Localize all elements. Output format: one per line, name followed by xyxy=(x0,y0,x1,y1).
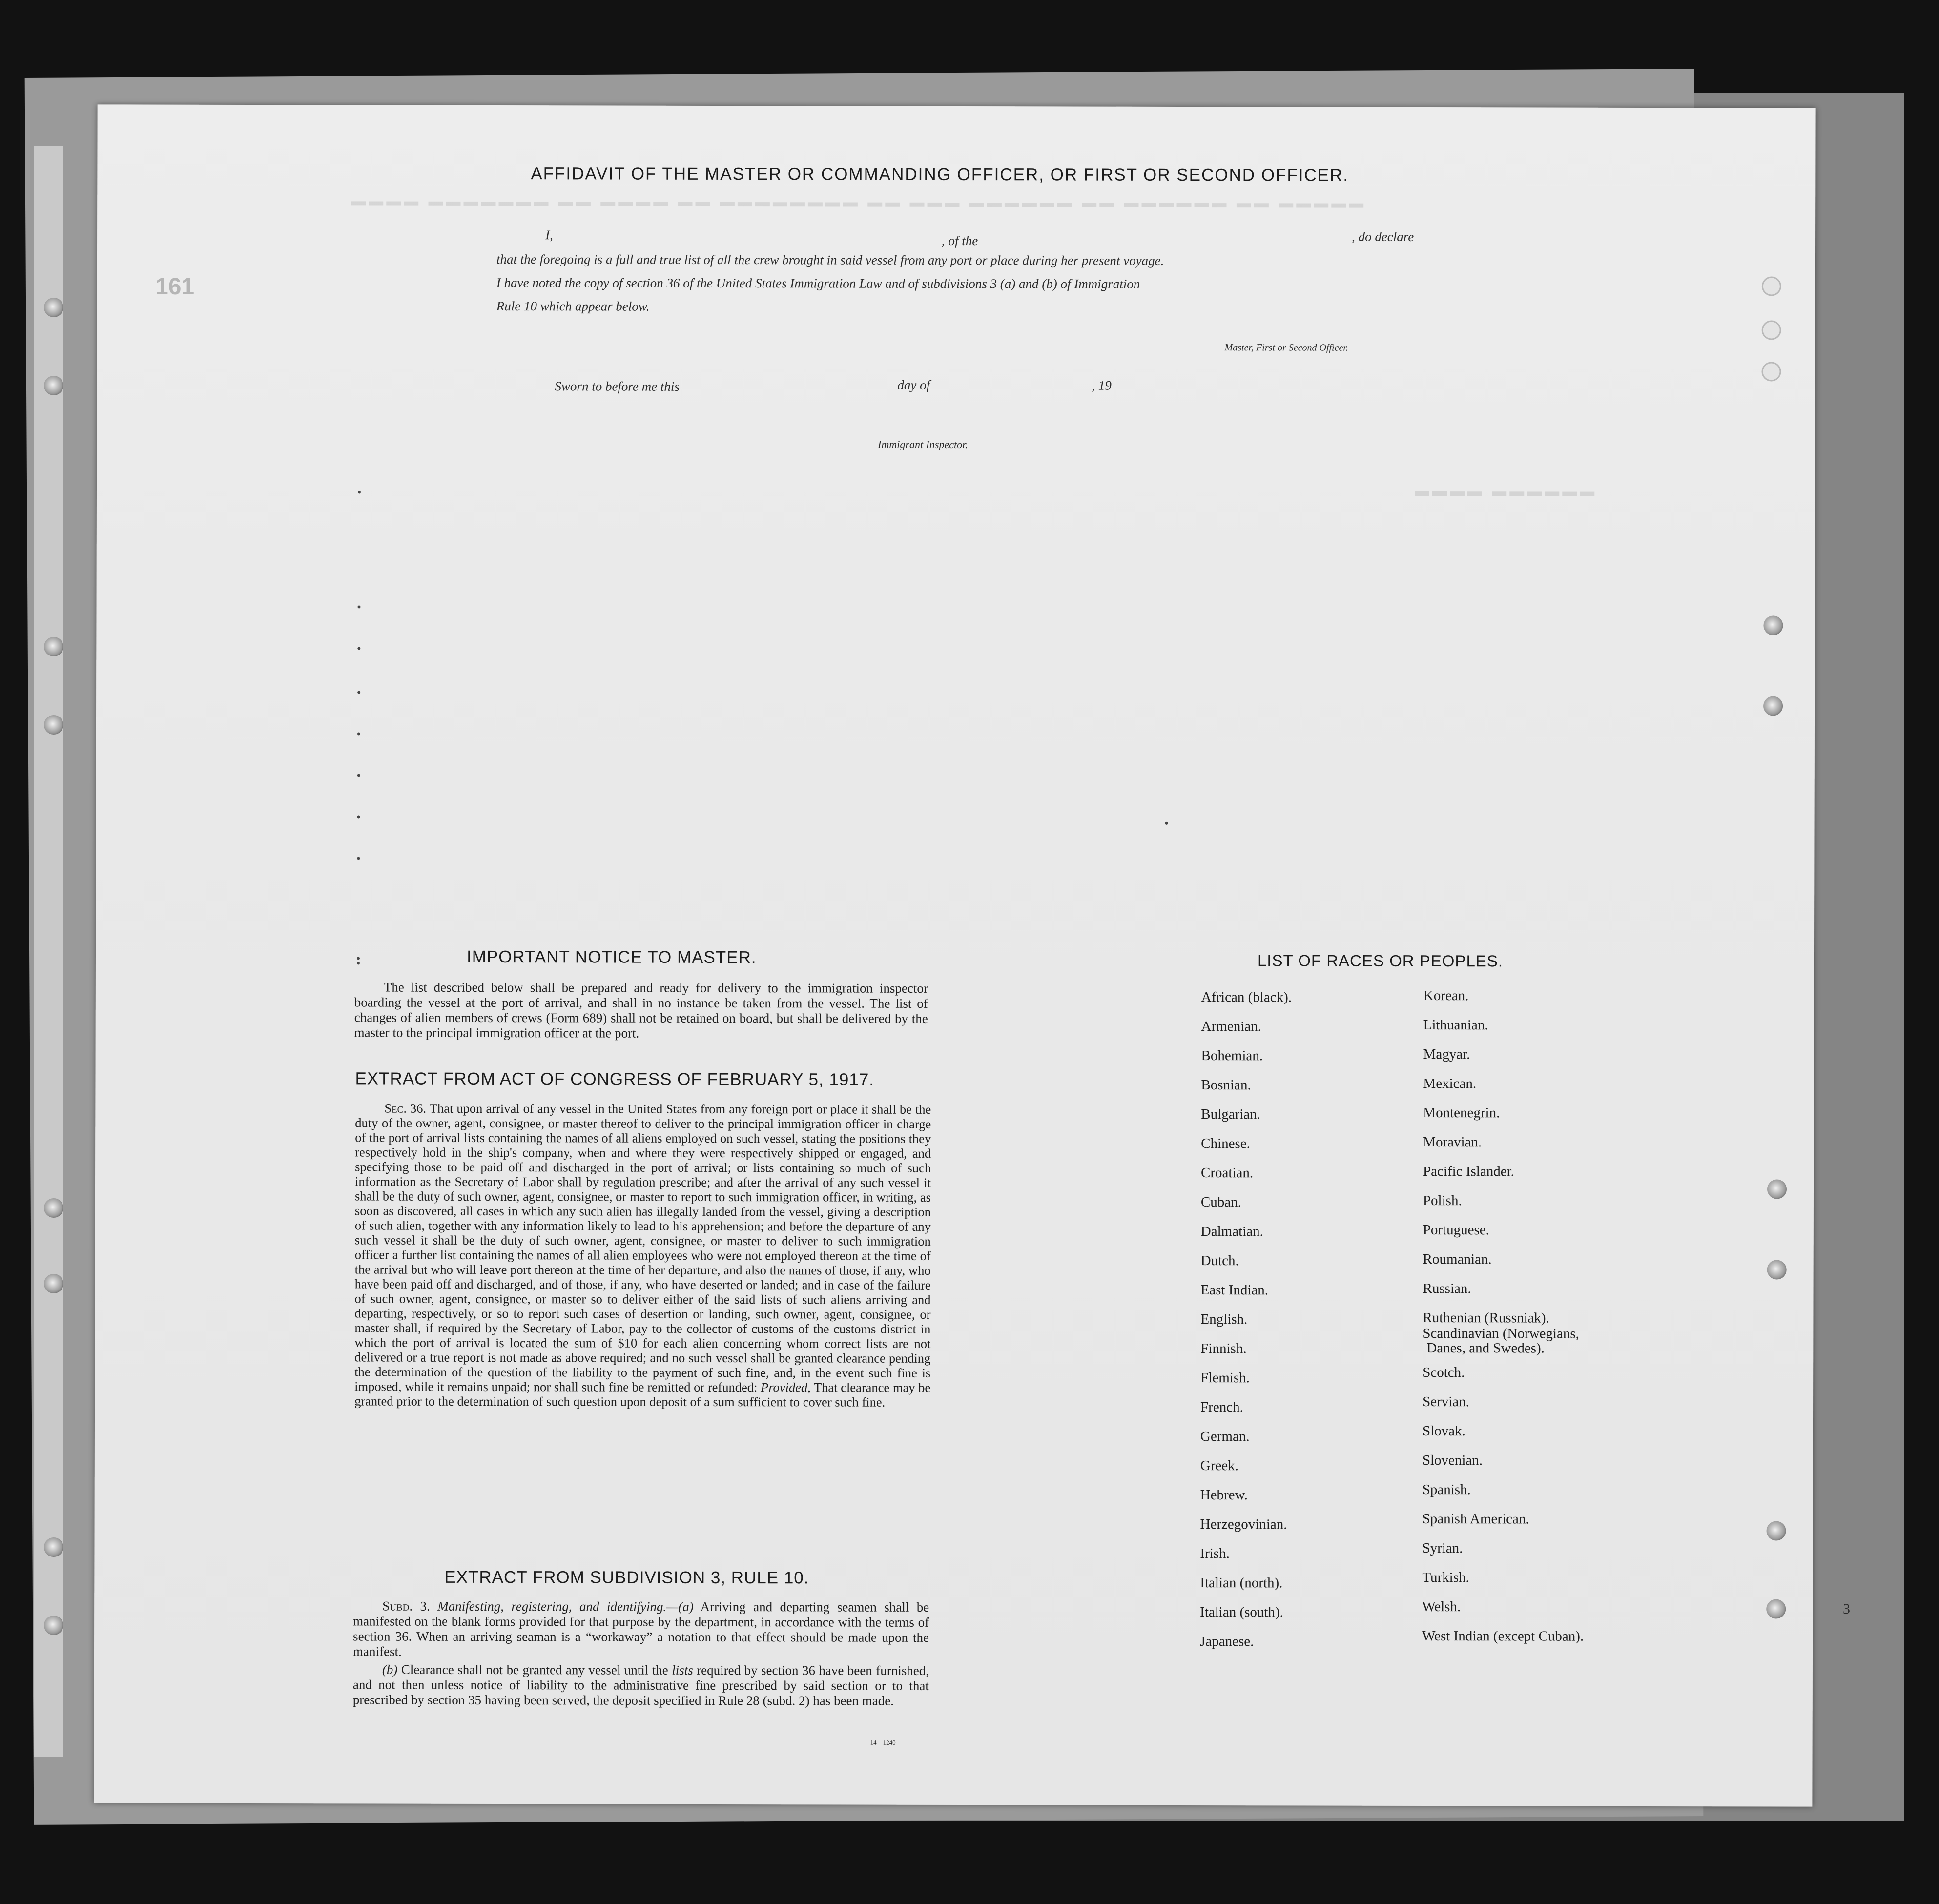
bleed-through-text: ▬▬▬▬ ▬▬▬▬▬▬ xyxy=(1414,483,1598,500)
race-item: Dutch. xyxy=(1200,1253,1239,1269)
affidavit-of-the: , of the xyxy=(942,233,978,248)
race-item: Lithuanian. xyxy=(1423,1017,1488,1033)
extract-act-text xyxy=(354,1101,931,1409)
stray-mark xyxy=(357,691,360,694)
races-title: LIST OF RACES OR PEOPLES. xyxy=(1257,951,1504,970)
race-item-continued: Danes, and Swedes). xyxy=(1426,1340,1545,1356)
race-item: African (black). xyxy=(1201,989,1292,1005)
faint-page-number: 161 xyxy=(155,274,195,300)
subd-label: Subd. 3. xyxy=(382,1598,430,1614)
race-item: Italian (north). xyxy=(1200,1575,1283,1591)
race-item: Russian. xyxy=(1423,1281,1471,1297)
race-item: Turkish. xyxy=(1422,1570,1469,1586)
signature-caption: Master, First or Second Officer. xyxy=(1224,342,1348,353)
race-item: Armenian. xyxy=(1201,1019,1261,1035)
affidavit-title: AFFIDAVIT OF THE MASTER OR COMMANDING OFFICER, OR FIRST OR SECOND OFFICER. xyxy=(531,164,1349,185)
affidavit-line-4: Rule 10 which appear below. xyxy=(496,299,650,314)
race-item: Montenegrin. xyxy=(1423,1105,1500,1121)
provided-word: Provided, xyxy=(761,1380,811,1395)
subd-b-text-1: Clearance shall not be granted any vessel until the xyxy=(401,1662,668,1678)
stray-mark xyxy=(358,491,361,493)
race-item: Ruthenian (Russniak). xyxy=(1423,1310,1549,1326)
race-item: Chinese. xyxy=(1201,1136,1250,1152)
race-item: Syrian. xyxy=(1422,1540,1463,1556)
race-item: Spanish. xyxy=(1422,1482,1471,1498)
sworn-text: Sworn to before me this xyxy=(555,379,680,394)
affidavit-i: I, xyxy=(545,227,553,243)
race-item: Pacific Islander. xyxy=(1423,1164,1514,1180)
sec-36-text-end: That clearance may be granted prior to the determination of such question upon deposit of a sum sufficient to cover such fine. xyxy=(354,1380,931,1410)
race-item: Polish. xyxy=(1423,1193,1462,1209)
races-left-column xyxy=(1200,989,1292,1663)
affidavit-do-declare: , do declare xyxy=(1352,229,1414,244)
stray-mark xyxy=(357,857,360,860)
race-item: Hebrew. xyxy=(1200,1487,1248,1503)
punch-hole-icon xyxy=(1767,1179,1787,1199)
notice-text: The list described below shall be prepared and ready for delivery to the immigration inspector boarding the vessel at the port of arrival, and shall in no instance be taken from the vessel. The list of changes of alien members of crews (Form 689) shall not be retained on board, but shall be delivered by the master to the principal immigration officer at the port. xyxy=(354,980,928,1041)
binding-hole-icon xyxy=(44,1198,63,1218)
punch-hole-icon xyxy=(1763,615,1783,635)
race-item: Herzegovinian. xyxy=(1200,1516,1287,1533)
race-item: Mexican. xyxy=(1423,1076,1477,1092)
punch-hole-icon xyxy=(1761,362,1781,381)
day-of-text: day of xyxy=(897,377,930,392)
binding-hole-icon xyxy=(44,1537,63,1557)
stray-mark xyxy=(357,957,360,960)
subd-b-label: (b) xyxy=(382,1662,398,1677)
stray-mark xyxy=(357,962,360,964)
race-item: Finnish. xyxy=(1200,1341,1247,1357)
punch-hole-icon xyxy=(1763,696,1783,716)
race-item: Slovenian. xyxy=(1422,1453,1483,1469)
inspector-caption: Immigrant Inspector. xyxy=(878,438,968,451)
sec-label: Sec. 36. xyxy=(384,1101,427,1116)
race-item: Slovak. xyxy=(1422,1423,1465,1439)
race-item: Cuban. xyxy=(1200,1194,1241,1210)
binding-hole-icon xyxy=(44,376,63,395)
sec-36-text: That upon arrival of any vessel in the United States from any foreign port or place it shall be the duty of the owner, agent, consignee, or master thereof to deliver to the principal immigration officer in charge of the port of arrival lists containing the names of all aliens employed on such vessel, stating the positions they respectively hold in the ship's company, when and where they were respectively shipped or engaged, and specifying those to be paid off and discharged in the port of arrival; or lists containing so much of such information as the Secretary of Labor shall by regulation prescribe; and after the arrival of any such vessel it shall be the duty of such owner, agent, consignee, or master to report to such immigration officer, in writing, as soon as discovered, all cases in which any such alien has illegally landed from the vessel, giving a description of such alien, together with any information likely to lead to his apprehension; and before the departure of any such vessel it shall be the duty of such owner, agent, consignee, or master to deliver to such immigration officer a further list containing the names of all alien employees who were not employed thereon at the time of the arrival but who will leave port thereon at the time of her departure, and also the names of those, if any, who have been paid off and discharged, and of those, if any, who have deserted or landed; and in case of the failure of such owner, agent, consignee, or master so to deliver either of the said lists of such aliens arriving and departing, respectively, or so to report such cases of desertion or landing, such owner, agent, consignee, or master shall, if required by the Secretary of Labor, pay to the collector of customs of the customs district in which the port of arrival is located the sum of $10 for each alien concerning whom correct lists are not delivered or a true report is not made as above required; and no such vessel shall be granted clearance pending the determination of the question of the liability to the payment of such fine, and, in the event such fine is imposed, while it remains unpaid; nor shall such fine be remitted or refunded: xyxy=(354,1101,931,1395)
year-text: , 19 xyxy=(1092,378,1112,393)
extract-act-title: EXTRACT FROM ACT OF CONGRESS OF FEBRUARY 5, 1917. xyxy=(355,1069,875,1089)
subd-a-label: —(a) xyxy=(666,1599,694,1614)
affidavit-line-3: I have noted the copy of section 36 of the United States Immigration Law and of subdivisions 3 (a) and (b) of Immigration xyxy=(496,275,1140,291)
affidavit-line-2: that the foregoing is a full and true list of all the crew brought in said vessel from any port or place during her present voyage. xyxy=(496,252,1164,268)
punch-hole-icon xyxy=(1767,1260,1787,1279)
race-item: Korean. xyxy=(1423,988,1469,1004)
subd-a-paragraph xyxy=(353,1598,929,1660)
punch-hole-icon xyxy=(1766,1599,1786,1618)
manifest-page xyxy=(94,104,1815,1806)
race-item: Greek. xyxy=(1200,1458,1238,1474)
race-item: Scotch. xyxy=(1423,1365,1465,1381)
race-item: French. xyxy=(1200,1399,1243,1415)
race-item: Roumanian. xyxy=(1423,1251,1492,1268)
race-item: Dalmatian. xyxy=(1200,1224,1263,1240)
binding-hole-icon xyxy=(44,715,63,735)
race-item: Servian. xyxy=(1423,1394,1469,1410)
race-item: Irish. xyxy=(1200,1546,1230,1562)
race-item: German. xyxy=(1200,1429,1250,1445)
race-item: Italian (south). xyxy=(1200,1604,1283,1620)
race-item: Flemish. xyxy=(1200,1370,1250,1386)
races-right-column xyxy=(1422,988,1585,1658)
bleed-through-text: ▬▬▬▬ ▬▬▬▬▬▬▬ ▬▬ ▬▬▬▬ ▬▬ ▬▬▬▬▬▬▬▬ ▬▬ ▬▬▬ ▬▬▬▬▬▬ ▬▬ ▬▬▬▬▬▬ ▬▬ ▬▬▬▬▬ xyxy=(351,193,1367,211)
race-item: Bosnian. xyxy=(1201,1077,1251,1093)
race-item: Welsh. xyxy=(1422,1599,1461,1615)
punch-hole-icon xyxy=(1766,1521,1786,1540)
extract-rule-title: EXTRACT FROM SUBDIVISION 3, RULE 10. xyxy=(444,1567,809,1588)
race-item: Portuguese. xyxy=(1423,1222,1489,1238)
stray-mark xyxy=(357,732,360,735)
stray-mark xyxy=(357,774,360,777)
binding-hole-icon xyxy=(44,1616,63,1635)
stray-mark xyxy=(357,815,360,818)
race-item: Scandinavian (Norwegians, xyxy=(1423,1326,1579,1342)
subd-b-lists: lists xyxy=(672,1662,693,1678)
stray-mark xyxy=(357,605,360,608)
race-item: Croatian. xyxy=(1201,1165,1254,1181)
subd-b-paragraph xyxy=(353,1662,929,1708)
subd-heading: Manifesting, registering, and identifying. xyxy=(437,1598,667,1614)
race-item: Magyar. xyxy=(1423,1046,1470,1063)
subd-a-text: Arriving and departing seamen shall be manifested on the blank forms provided for that purpose by the department, in accordance with the terms of section 36. When an arriving seaman is a “workaway” a notation to that effect should be made upon the manifest. xyxy=(352,1599,929,1659)
race-item: Bulgarian. xyxy=(1201,1106,1260,1123)
punch-hole-icon xyxy=(1762,276,1781,296)
right-margin-mark: 3 xyxy=(1843,1601,1850,1617)
race-item: West Indian (except Cuban). xyxy=(1422,1628,1584,1644)
notice-title: IMPORTANT NOTICE TO MASTER. xyxy=(466,947,757,967)
stray-mark xyxy=(357,647,360,650)
race-item: Moravian. xyxy=(1423,1134,1482,1150)
punch-hole-icon xyxy=(1762,320,1781,340)
form-code: 14—1240 xyxy=(870,1739,896,1746)
race-item: English. xyxy=(1200,1311,1248,1328)
race-item: Japanese. xyxy=(1200,1634,1254,1650)
race-item: East Indian. xyxy=(1200,1282,1269,1298)
binding-hole-icon xyxy=(44,298,63,317)
race-item: Bohemian. xyxy=(1201,1048,1263,1064)
binding-hole-icon xyxy=(44,1274,63,1293)
binding-hole-icon xyxy=(44,637,63,656)
subd-b-text-2: required by section 36 have been furnished, and not then unless notice of liability to the administrative fine prescribed by said section or to that prescribed by section 35 having been served, the deposit specified in Rule 28 (subd. 2) has been made. xyxy=(352,1662,929,1708)
race-item: Spanish American. xyxy=(1422,1511,1529,1527)
stray-mark xyxy=(1165,822,1168,825)
